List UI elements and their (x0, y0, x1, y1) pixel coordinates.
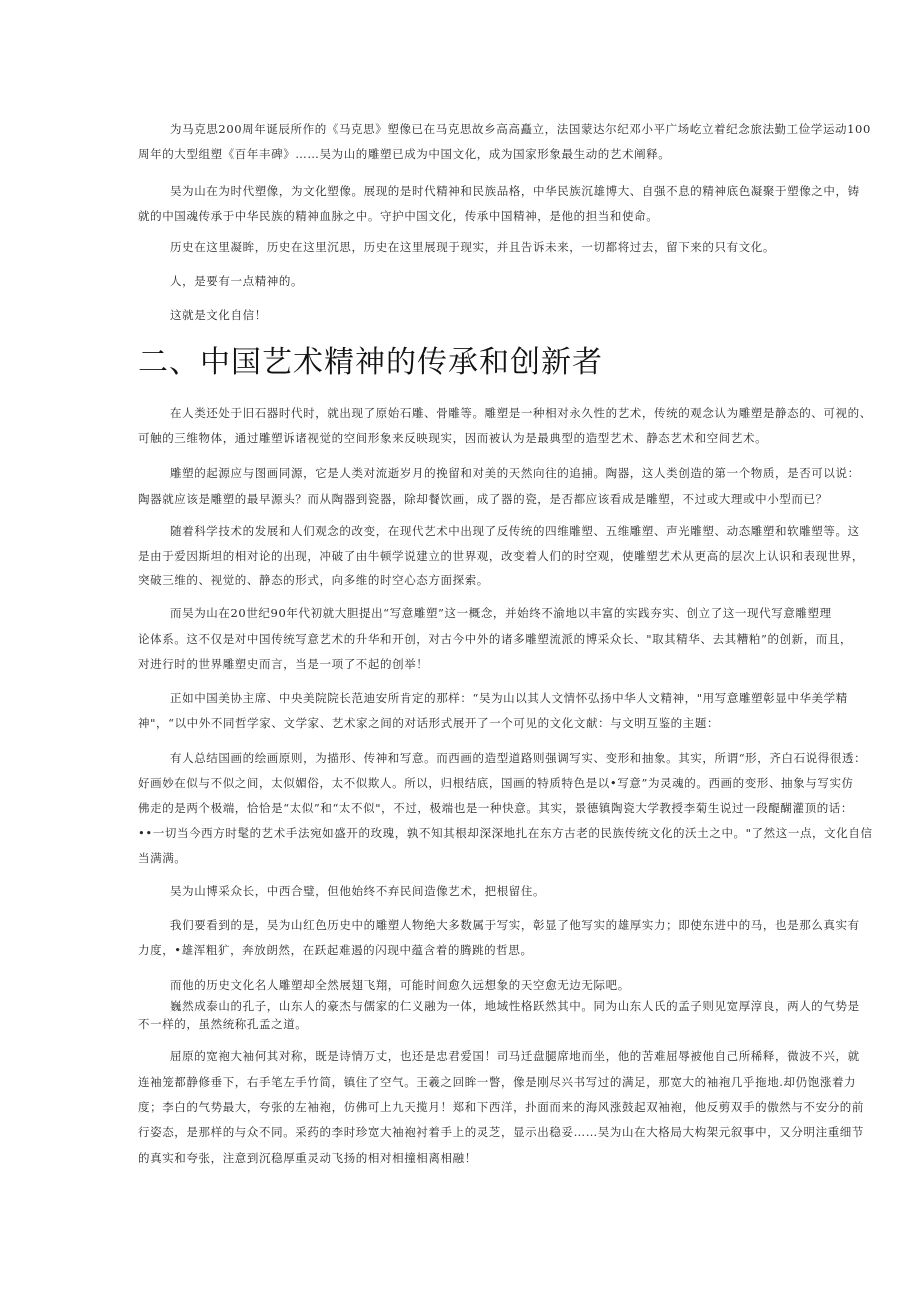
paragraph-line: 可触的三维物体，通过雕塑诉诸视觉的空间形象来反映现实，因而被认为是最典型的造型艺术、静态艺术和空间艺术。 (138, 431, 768, 445)
paragraph-line: 是由于爱因斯坦的相对论的出现，冲破了由牛顿学说建立的世界观，改变着人们的时空观，使雕塑艺术从更高的层次上认识和表现世界， (138, 549, 864, 563)
paragraph-line: 论体系。这不仅是对中国传统写意艺术的升华和开创，对古今中外的诸多雕塑流派的博采众长、"取其精华、去其糟粕”的创新，而且， (138, 632, 853, 646)
paragraph-line: 随着科学技术的发展和人们观念的改变，在现代艺术中出现了反传统的四维雕塑、五维雕塑、声光雕塑、动态雕塑和软雕塑等。这 (170, 524, 860, 538)
paragraph-line: 突破三维的、视觉的、静态的形式，向多维的时空心态方面探索。 (138, 573, 489, 587)
paragraph-line: 佛走的是两个极端，恰恰是“太似”和“太不似"，不过，极端也是一种快意。其实，景德镇陶瓷大学教授李菊生说过一段醍醐灌顶的话： (138, 801, 854, 815)
paragraph-line: 正如中国美协主席、中央美院院长范迪安所肯定的那样：“吴为山以其人文情怀弘扬中华人文精神，"用写意雕塑彰显中华美学精 (170, 691, 848, 705)
paragraph-line: 而吴为山在20世纪90年代初就大胆提出“写意雕塑”这一概念，并始终不渝地以丰富的实践夯实、创立了这一现代写意雕塑理 (170, 606, 832, 620)
paragraph-line: 吴为山博采众长，中西合璧，但他始终不弃民间造像艺术，把根留住。 (170, 884, 546, 898)
paragraph-line: 陶器就应该是雕塑的最早源头？而从陶器到瓷器，除却餐饮画，成了器的瓷，是否都应该看成是雕塑，不过或大理或中小型而已？ (138, 492, 828, 506)
paragraph-line: 这就是文化自信！ (170, 308, 267, 322)
paragraph-line: 巍然成泰山的孔子，山东人的豪杰与儒家的仁义融为一体，地域性格跃然其中。同为山东人氏的孟子则见宽厚淳良，两人的气势是 (170, 999, 860, 1013)
paragraph-line: 不一样的，虽然统称孔孟之道。 (138, 1017, 308, 1031)
paragraph-line: 当满满。 (138, 851, 187, 865)
paragraph-line: 人，是要有一点精神的。 (170, 274, 304, 288)
paragraph-line: 为马克思200周年诞辰所作的《马克思》塑像已在马克思故乡高高矗立，法国蒙达尔纪邓小平广场屹立着纪念旅法勤工俭学运动100 (170, 122, 871, 136)
paragraph-line: 度；李白的气势最大，夸张的左袖袍，仿佛可上九天揽月！郑和下西洋，扑面而来的海风涨鼓起双袖袍，他反剪双手的傲然与不安分的前 (138, 1100, 864, 1114)
paragraph-line: 对进行时的世界雕塑史而言，当是一项了不起的创举！ (138, 657, 429, 671)
paragraph-line: 神"，“以中外不同哲学家、文学家、艺术家之间的对话形式展开了一个可见的文化文献：与文明互鉴的主题： (138, 716, 720, 730)
paragraph-line: 在人类还处于旧石器时代时，就出现了原始石雕、骨雕等。雕塑是一种相对永久性的艺术，传统的观念认为雕塑是静态的、可视的、 (170, 406, 872, 420)
section-heading: 二、中国艺术精神的传承和创新者 (138, 345, 603, 380)
paragraph-line: 屈原的宽袍大袖何其对称，既是诗情万丈，也还是忠君爱国！司马迁盘腿席地而坐，他的苦难屈辱被他自己所稀释，微波不兴，就 (170, 1049, 860, 1063)
paragraph-line: 力度，•雄浑粗犷，奔放朗然，在跃起难遏的闪现中蕴含着的腾跳的哲思。 (138, 943, 533, 957)
paragraph-line: 连袖笼都静修垂下，右手笔左手竹简，镇住了空气。王羲之回眸一瞥，像是刚尽兴书写过的满足，那宽大的袖袍几乎拖地.却仍饱涨着力 (138, 1075, 857, 1089)
paragraph-line: 吴为山在为时代塑像，为文化塑像。展现的是时代精神和民族品格，中华民族沉雄博大、自强不息的精神底色凝聚于塑像之中，铸 (170, 184, 860, 198)
paragraph-line: 雕塑的起源应与图画同源，它是人类对流逝岁月的挽留和对美的天然向往的追捕。陶器，这人类创造的第一个物质，是否可以说： (170, 466, 860, 480)
paragraph-line: 历史在这里凝眸，历史在这里沉思，历史在这里展现于现实，并且告诉未来，一切都将过去，留下来的只有文化。 (170, 240, 775, 254)
paragraph-line: 有人总结国画的绘画原则，为描形、传神和写意。而西画的造型道路则强调写实、变形和抽象。其实，所谓“形，齐白石说得很透： (170, 751, 867, 765)
paragraph-line: 好画妙在似与不似之间，太似媚俗，太不似欺人。所以，归根结底，国画的特质特色是以•写意”为灵魂的。西画的变形、抽象与写实仿 (138, 776, 854, 790)
paragraph-line: 而他的历史文化名人雕塑却全然展翅飞翔，可能时间愈久远想象的天空愈无边无际吧。 (170, 978, 630, 992)
paragraph-line: 就的中国魂传承于中华民族的精神血脉之中。守护中国文化，传承中国精神，是他的担当和使命。 (138, 209, 659, 223)
paragraph-line: 行姿态，是那样的与众不同。采药的李时珍宽大袖袍衬着手上的灵芝，显示出稳妥……吴为山在大格局大构架元叙事中，又分明注重细节 (138, 1125, 864, 1139)
paragraph-line: 我们要看到的是，吴为山红色历史中的雕塑人物绝大多数属于写实，彰显了他写实的雄厚实力；即使东进中的马，也是那么真实有 (170, 918, 860, 932)
paragraph-line: 的真实和夸张，注意到沉稳厚重灵动飞扬的相对相撞相离相融！ (138, 1151, 477, 1165)
paragraph-line: ••一切当今西方时髦的艺术手法宛如盛开的玫瑰，孰不知其根却深深地扎在东方古老的民族传统文化的沃土之中。"了然这一点，文化自信 (138, 826, 873, 840)
paragraph-line: 周年的大型组塑《百年丰碑》……吴为山的雕塑已成为中国文化，成为国家形象最生动的艺术阐释。 (138, 147, 671, 161)
